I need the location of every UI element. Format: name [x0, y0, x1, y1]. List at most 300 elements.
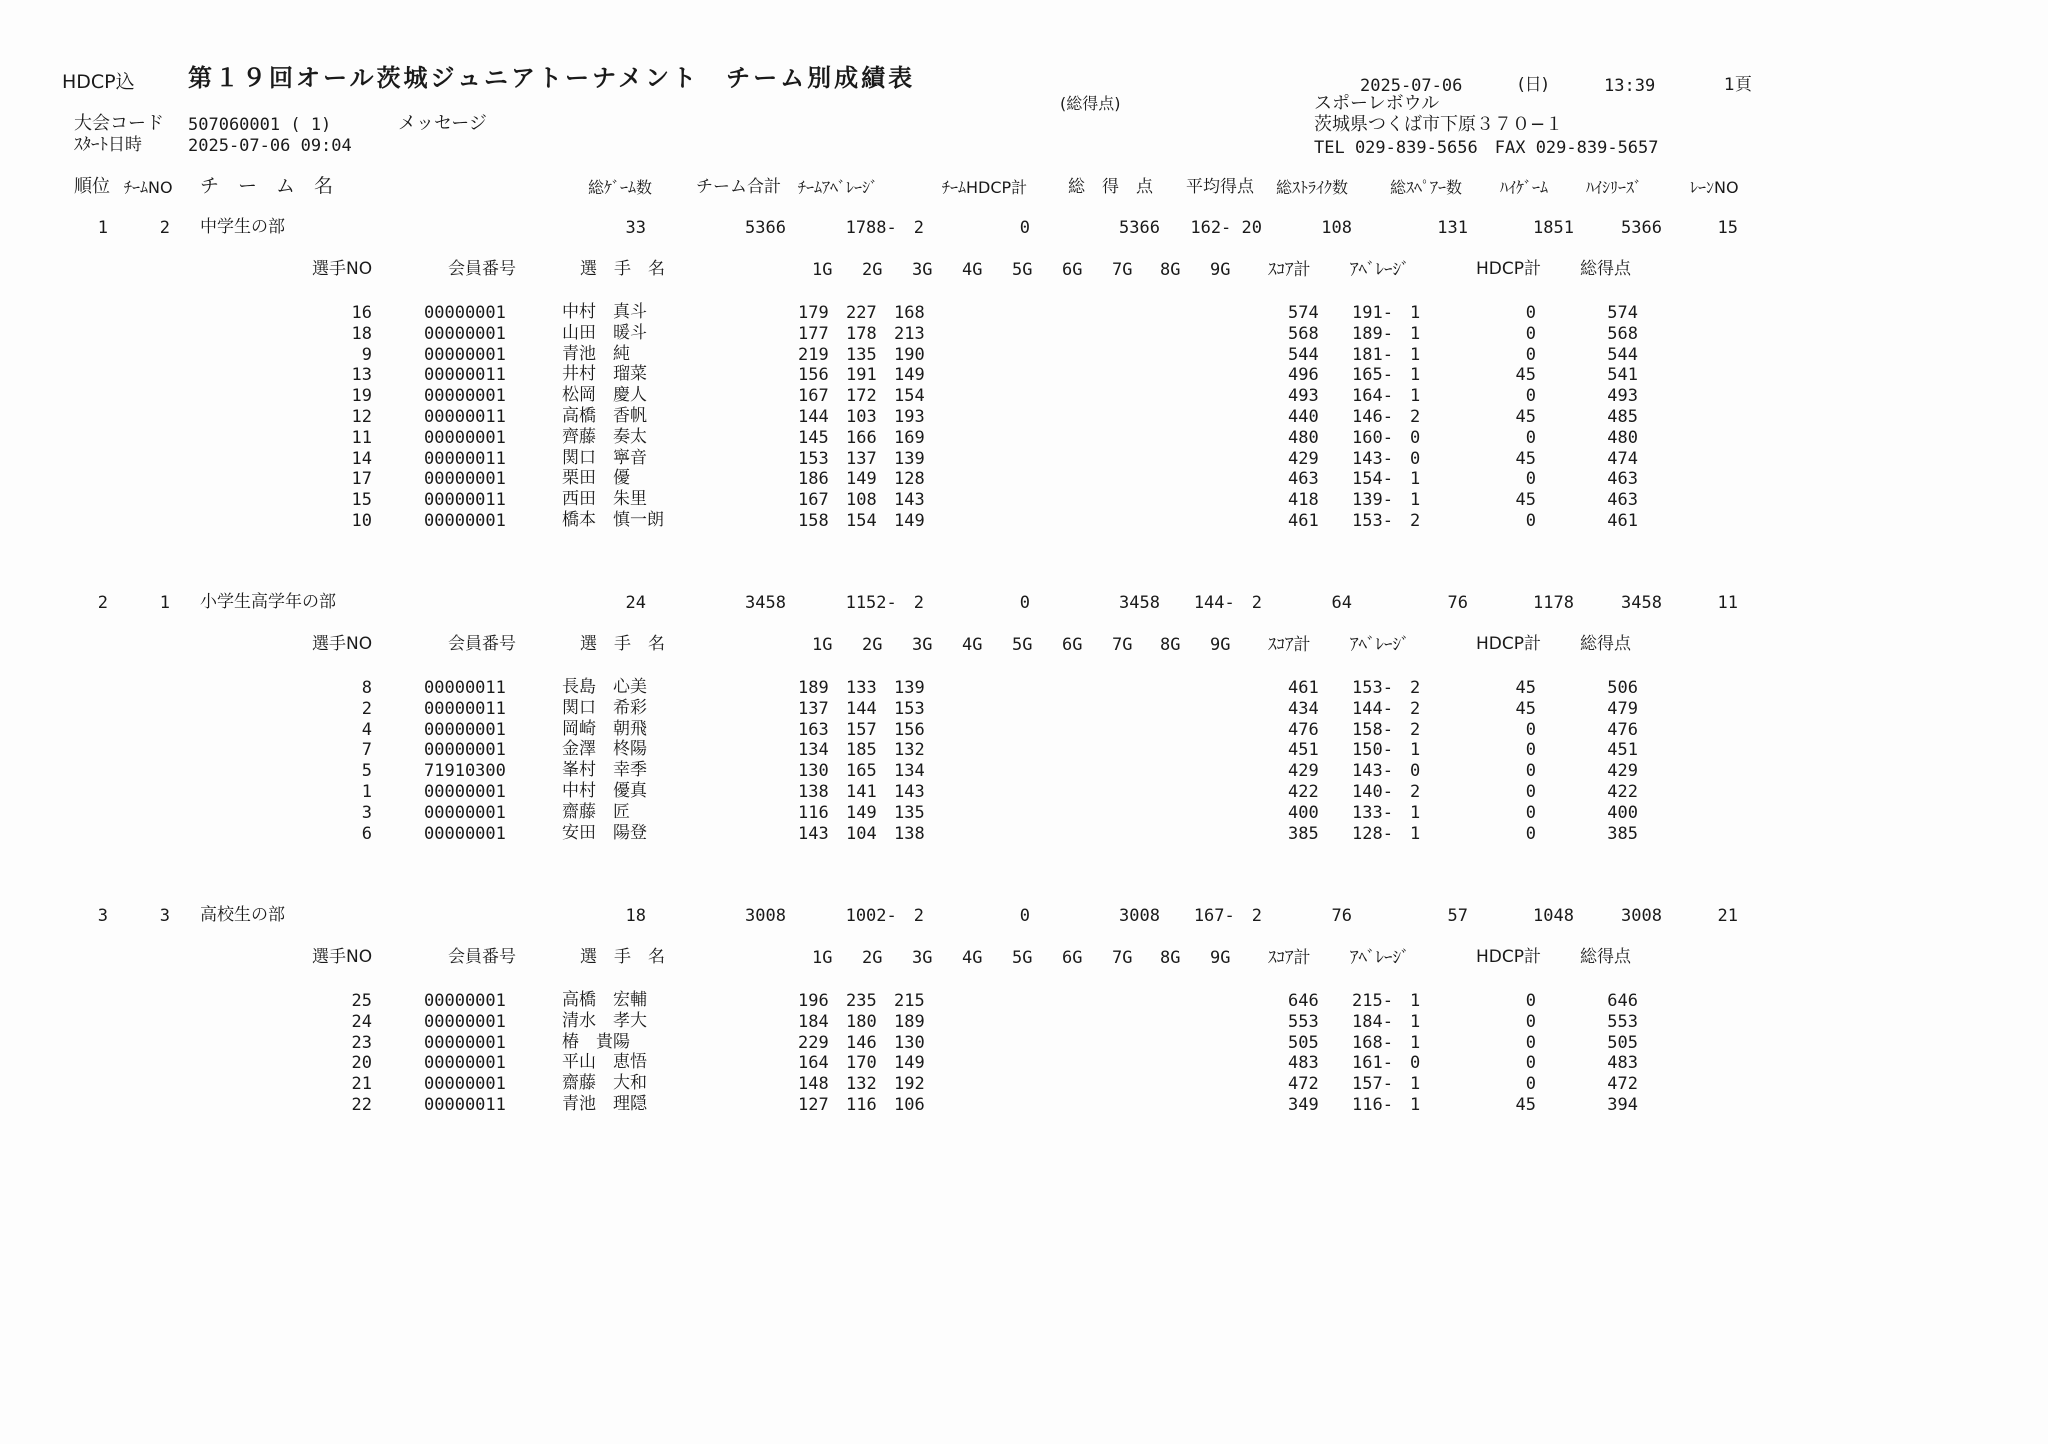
- player-score-total: 480: [1288, 427, 1319, 448]
- player-name: 関口 希彩: [562, 697, 647, 718]
- game-3-score: 130: [894, 1032, 925, 1053]
- player-total-points: 483: [1607, 1053, 1638, 1074]
- game-1-score: 196: [798, 991, 829, 1011]
- player-average: 189- 1: [1352, 323, 1421, 344]
- team-average-points: 162- 20: [1190, 218, 1262, 238]
- player-hdcp: 45: [1515, 490, 1536, 511]
- player-score-total: 544: [1288, 344, 1319, 365]
- team-high-game: 1178: [1533, 593, 1574, 613]
- member-no: 00000001: [424, 802, 506, 823]
- player-no: 20: [351, 1053, 372, 1074]
- player-no: 19: [351, 386, 372, 407]
- game-1-score: 138: [798, 782, 829, 802]
- player-no: 12: [351, 407, 372, 427]
- game-2-score: 180: [846, 1011, 877, 1032]
- game-3-score: 192: [894, 1074, 925, 1095]
- player-name: 金澤 柊陽: [562, 739, 647, 760]
- team-rank: 2: [97, 593, 108, 613]
- player-score-total: 574: [1288, 303, 1319, 323]
- player-name: 平山 恵悟: [562, 1052, 647, 1073]
- game-1-score: 156: [798, 365, 829, 386]
- member-no: 00000001: [424, 782, 506, 802]
- player-hdcp: 0: [1525, 991, 1536, 1011]
- col-member-no: 会員番号: [448, 947, 516, 967]
- message-label: メッセージ: [398, 113, 487, 134]
- team-high-series: 5366: [1621, 218, 1662, 238]
- player-name: 齋藤 匠: [562, 801, 630, 822]
- game-1-score: 184: [798, 1011, 829, 1032]
- player-average: 168- 1: [1352, 1032, 1421, 1053]
- team-games: 24: [625, 593, 646, 613]
- col-team-name: チ ー ム 名: [200, 175, 334, 197]
- game-1-score: 145: [798, 427, 829, 448]
- member-no: 71910300: [424, 761, 506, 782]
- player-hdcp: 0: [1525, 823, 1536, 844]
- game-3-score: 149: [894, 365, 925, 386]
- col-game-9: 9G: [1210, 635, 1231, 655]
- col-game-3: 3G: [912, 260, 933, 280]
- player-average: 150- 1: [1352, 740, 1421, 761]
- game-2-score: 235: [846, 991, 877, 1011]
- player-score-total: 429: [1288, 761, 1319, 782]
- player-total-points: 480: [1607, 427, 1638, 448]
- player-hdcp: 45: [1515, 407, 1536, 427]
- team-high-game: 1851: [1533, 218, 1574, 238]
- game-3-score: 132: [894, 740, 925, 761]
- col-game-5: 5G: [1012, 260, 1033, 280]
- team-no: 1: [159, 593, 170, 613]
- player-name: 中村 真斗: [562, 302, 647, 322]
- player-total-points: 505: [1607, 1032, 1638, 1053]
- team-high-series: 3458: [1621, 593, 1662, 613]
- col-game-6: 6G: [1062, 635, 1083, 655]
- player-hdcp: 45: [1515, 1095, 1536, 1115]
- player-hdcp: 0: [1525, 511, 1536, 531]
- game-2-score: 116: [846, 1095, 877, 1115]
- game-3-score: 106: [894, 1095, 925, 1115]
- player-hdcp: 0: [1525, 427, 1536, 448]
- col-team-hdcp: ﾁｰﾑHDCP計: [942, 178, 1028, 197]
- game-2-score: 191: [846, 365, 877, 386]
- player-average: 184- 1: [1352, 1011, 1421, 1032]
- player-score-total: 493: [1288, 386, 1319, 407]
- player-average: 144- 2: [1352, 698, 1421, 719]
- game-2-score: 166: [846, 427, 877, 448]
- team-high-game: 1048: [1533, 906, 1574, 926]
- col-spares: 総ｽﾍﾟｱｰ数: [1390, 178, 1463, 197]
- player-total-points: 568: [1607, 323, 1638, 344]
- player-average: 143- 0: [1352, 761, 1421, 782]
- game-1-score: 137: [798, 698, 829, 719]
- player-hdcp: 0: [1525, 323, 1536, 344]
- player-name: 岡崎 朝飛: [562, 718, 647, 739]
- player-no: 22: [351, 1095, 372, 1115]
- col-game-6: 6G: [1062, 948, 1083, 968]
- member-no: 00000001: [424, 740, 506, 761]
- col-game-1: 1G: [812, 948, 833, 968]
- center-address: 茨城県つくば市下原３７０−１: [1314, 114, 1564, 135]
- player-no: 21: [351, 1074, 372, 1095]
- game-1-score: 143: [798, 823, 829, 844]
- game-1-score: 144: [798, 407, 829, 427]
- player-name: 高橋 香帆: [562, 406, 647, 426]
- player-total-points: 394: [1607, 1095, 1638, 1115]
- col-game-4: 4G: [962, 635, 983, 655]
- col-game-8: 8G: [1160, 635, 1181, 655]
- player-name: 井村 瑠菜: [562, 364, 647, 385]
- player-no: 5: [361, 761, 372, 782]
- player-name: 安田 陽登: [562, 822, 647, 843]
- game-3-score: 139: [894, 678, 925, 698]
- player-total-points: 646: [1607, 991, 1638, 1011]
- col-game-3: 3G: [912, 948, 933, 968]
- team-name: 中学生の部: [200, 217, 285, 237]
- col-member-no: 会員番号: [448, 634, 516, 654]
- team-total-points: 3008: [1119, 906, 1160, 926]
- col-game-8: 8G: [1160, 948, 1181, 968]
- player-hdcp: 0: [1525, 303, 1536, 323]
- game-2-score: 170: [846, 1053, 877, 1074]
- player-score-total: 461: [1288, 678, 1319, 698]
- player-total-points: 479: [1607, 698, 1638, 719]
- game-3-score: 143: [894, 782, 925, 802]
- player-total-points: 451: [1607, 740, 1638, 761]
- game-3-score: 154: [894, 386, 925, 407]
- player-average: 191- 1: [1352, 303, 1421, 323]
- player-score-total: 461: [1288, 511, 1319, 531]
- player-name: 山田 暖斗: [562, 322, 647, 343]
- player-average: 139- 1: [1352, 490, 1421, 511]
- player-no: 13: [351, 365, 372, 386]
- team-high-series: 3008: [1621, 906, 1662, 926]
- player-score-total: 400: [1288, 802, 1319, 823]
- player-average: 143- 0: [1352, 448, 1421, 469]
- player-total-points: 506: [1607, 678, 1638, 698]
- col-game-2: 2G: [862, 635, 883, 655]
- col-game-4: 4G: [962, 948, 983, 968]
- col-game-7: 7G: [1112, 260, 1133, 280]
- col-game-5: 5G: [1012, 948, 1033, 968]
- player-no: 2: [361, 698, 372, 719]
- player-hdcp: 0: [1525, 782, 1536, 802]
- player-hdcp: 0: [1525, 386, 1536, 407]
- col-player-average: ｱﾍﾞﾚｰｼﾞ: [1350, 260, 1410, 280]
- col-game-8: 8G: [1160, 260, 1181, 280]
- col-avg-points: 平均得点: [1186, 177, 1254, 197]
- player-hdcp: 0: [1525, 344, 1536, 365]
- col-game-9: 9G: [1210, 260, 1231, 280]
- team-strikes: 64: [1331, 593, 1352, 613]
- player-average: 116- 1: [1352, 1095, 1421, 1115]
- player-total-points: 422: [1607, 782, 1638, 802]
- team-spares: 76: [1447, 593, 1468, 613]
- game-3-score: 189: [894, 1011, 925, 1032]
- game-2-score: 157: [846, 719, 877, 740]
- player-average: 181- 1: [1352, 344, 1421, 365]
- member-no: 00000001: [424, 823, 506, 844]
- team-no: 2: [159, 218, 170, 238]
- game-2-score: 144: [846, 698, 877, 719]
- member-no: 00000001: [424, 1011, 506, 1032]
- col-player-no: 選手NO: [312, 947, 373, 967]
- player-score-total: 476: [1288, 719, 1319, 740]
- col-hdcp-total: HDCP計: [1476, 947, 1541, 967]
- player-no: 3: [361, 802, 372, 823]
- player-name: 青池 理隠: [562, 1094, 647, 1114]
- col-team-total: チーム合計: [696, 177, 781, 197]
- player-no: 23: [351, 1032, 372, 1053]
- player-average: 160- 0: [1352, 427, 1421, 448]
- player-hdcp: 45: [1515, 365, 1536, 386]
- player-score-total: 429: [1288, 448, 1319, 469]
- col-game-2: 2G: [862, 260, 883, 280]
- game-3-score: 135: [894, 802, 925, 823]
- game-1-score: 134: [798, 740, 829, 761]
- game-2-score: 141: [846, 782, 877, 802]
- team-games: 33: [625, 218, 646, 238]
- player-average: 165- 1: [1352, 365, 1421, 386]
- col-game-1: 1G: [812, 635, 833, 655]
- col-high-series: ﾊｲｼﾘｰｽﾞ: [1586, 178, 1643, 197]
- player-hdcp: 0: [1525, 1011, 1536, 1032]
- player-no: 14: [351, 448, 372, 469]
- col-games: 総ｹﾞｰﾑ数: [588, 178, 653, 197]
- player-score-total: 418: [1288, 490, 1319, 511]
- game-3-score: 153: [894, 698, 925, 719]
- col-game-7: 7G: [1112, 948, 1133, 968]
- player-name: 高橋 宏輔: [562, 990, 647, 1010]
- game-1-score: 153: [798, 448, 829, 469]
- player-hdcp: 45: [1515, 678, 1536, 698]
- print-date: 2025-07-06: [1360, 76, 1463, 96]
- player-average: 164- 1: [1352, 386, 1421, 407]
- col-game-2: 2G: [862, 948, 883, 968]
- col-player-no: 選手NO: [312, 634, 373, 654]
- team-average-points: 167- 2: [1193, 906, 1262, 926]
- game-1-score: 167: [798, 386, 829, 407]
- member-no: 00000001: [424, 469, 506, 490]
- player-no: 10: [351, 511, 372, 531]
- player-total-points: 553: [1607, 1011, 1638, 1032]
- team-total-points: 5366: [1119, 218, 1160, 238]
- player-no: 25: [351, 991, 372, 1011]
- player-no: 7: [361, 740, 372, 761]
- player-no: 1: [361, 782, 372, 802]
- player-average: 153- 2: [1352, 511, 1421, 531]
- game-3-score: 213: [894, 323, 925, 344]
- player-score-total: 483: [1288, 1053, 1319, 1074]
- player-hdcp: 0: [1525, 802, 1536, 823]
- player-no: 17: [351, 469, 372, 490]
- player-score-total: 496: [1288, 365, 1319, 386]
- member-no: 00000001: [424, 427, 506, 448]
- player-name: 松岡 慶人: [562, 385, 647, 406]
- player-average: 161- 0: [1352, 1053, 1421, 1074]
- player-name: 中村 優真: [562, 781, 647, 801]
- col-player-name: 選 手 名: [580, 634, 665, 654]
- player-score-total: 385: [1288, 823, 1319, 844]
- game-2-score: 185: [846, 740, 877, 761]
- player-no: 16: [351, 303, 372, 323]
- player-name: 峯村 幸季: [562, 760, 647, 781]
- print-time: 13:39: [1604, 76, 1656, 96]
- player-total-points: 385: [1607, 823, 1638, 844]
- game-1-score: 189: [798, 678, 829, 698]
- member-no: 00000001: [424, 1032, 506, 1053]
- player-score-total: 422: [1288, 782, 1319, 802]
- game-2-score: 132: [846, 1074, 877, 1095]
- team-hdcp: 0: [1019, 906, 1030, 926]
- game-1-score: 116: [798, 802, 829, 823]
- col-player-name: 選 手 名: [580, 259, 665, 279]
- col-game-4: 4G: [962, 260, 983, 280]
- player-no: 8: [361, 678, 372, 698]
- team-games: 18: [625, 906, 646, 926]
- game-2-score: 149: [846, 469, 877, 490]
- player-total-points: 429: [1607, 761, 1638, 782]
- player-average: 154- 1: [1352, 469, 1421, 490]
- player-total-points: 463: [1607, 490, 1638, 511]
- col-game-9: 9G: [1210, 948, 1231, 968]
- game-2-score: 146: [846, 1032, 877, 1053]
- team-average-points: 144- 2: [1193, 593, 1262, 613]
- player-no: 24: [351, 1011, 372, 1032]
- team-spares: 57: [1447, 906, 1468, 926]
- team-average: 1002- 2: [845, 906, 924, 926]
- game-1-score: 229: [798, 1032, 829, 1053]
- report-subtitle: (総得点): [1060, 94, 1121, 113]
- player-total-points: 493: [1607, 386, 1638, 407]
- team-strikes: 108: [1321, 218, 1352, 238]
- col-score-total: ｽｺｱ計: [1268, 260, 1311, 280]
- player-name: 関口 寧音: [562, 447, 647, 468]
- game-2-score: 165: [846, 761, 877, 782]
- col-score-total: ｽｺｱ計: [1268, 948, 1311, 968]
- member-no: 00000001: [424, 991, 506, 1011]
- player-no: 6: [361, 823, 372, 844]
- team-hdcp: 0: [1019, 218, 1030, 238]
- team-lane: 21: [1717, 906, 1738, 926]
- member-no: 00000011: [424, 448, 506, 469]
- game-1-score: 167: [798, 490, 829, 511]
- game-3-score: 128: [894, 469, 925, 490]
- center-tel-fax: TEL 029-839-5656 FAX 029-839-5657: [1314, 138, 1659, 158]
- player-average: 128- 1: [1352, 823, 1421, 844]
- col-player-name: 選 手 名: [580, 947, 665, 967]
- col-game-1: 1G: [812, 260, 833, 280]
- player-hdcp: 0: [1525, 761, 1536, 782]
- team-rank: 1: [97, 218, 108, 238]
- team-name: 小学生高学年の部: [200, 592, 336, 612]
- meet-code: 507060001 ( 1): [188, 115, 332, 135]
- member-no: 00000001: [424, 303, 506, 323]
- player-score-total: 463: [1288, 469, 1319, 490]
- game-1-score: 164: [798, 1053, 829, 1074]
- player-average: 146- 2: [1352, 407, 1421, 427]
- player-name: 長島 心美: [562, 677, 647, 697]
- col-team-no: ﾁｰﾑNO: [124, 178, 173, 197]
- member-no: 00000001: [424, 1053, 506, 1074]
- col-game-5: 5G: [1012, 635, 1033, 655]
- game-3-score: 138: [894, 823, 925, 844]
- player-score-total: 568: [1288, 323, 1319, 344]
- start-datetime: 2025-07-06 09:04: [188, 136, 352, 156]
- col-game-7: 7G: [1112, 635, 1133, 655]
- team-total: 5366: [745, 218, 786, 238]
- start-label: ｽﾀｰﾄ日時: [74, 135, 142, 155]
- member-no: 00000001: [424, 344, 506, 365]
- member-no: 00000011: [424, 698, 506, 719]
- member-no: 00000011: [424, 1095, 506, 1115]
- member-no: 00000011: [424, 490, 506, 511]
- player-average: 140- 2: [1352, 782, 1421, 802]
- meet-code-label: 大会コード: [74, 113, 164, 134]
- col-hdcp-total: HDCP計: [1476, 634, 1541, 654]
- game-1-score: 186: [798, 469, 829, 490]
- player-no: 4: [361, 719, 372, 740]
- player-total-points: 461: [1607, 511, 1638, 531]
- player-average: 157- 1: [1352, 1074, 1421, 1095]
- game-3-score: 143: [894, 490, 925, 511]
- page-number: 1頁: [1724, 75, 1752, 95]
- player-total-points: 400: [1607, 802, 1638, 823]
- team-lane: 11: [1717, 593, 1738, 613]
- member-no: 00000001: [424, 511, 506, 531]
- player-name: 清水 孝大: [562, 1010, 647, 1031]
- game-3-score: 156: [894, 719, 925, 740]
- game-2-score: 172: [846, 386, 877, 407]
- game-3-score: 169: [894, 427, 925, 448]
- team-name: 高校生の部: [200, 905, 285, 925]
- team-strikes: 76: [1331, 906, 1352, 926]
- player-total-points: 463: [1607, 469, 1638, 490]
- game-2-score: 154: [846, 511, 877, 531]
- col-player-no: 選手NO: [312, 259, 373, 279]
- col-player-total-points: 総得点: [1580, 947, 1631, 967]
- team-lane: 15: [1717, 218, 1738, 238]
- player-average: 215- 1: [1352, 991, 1421, 1011]
- team-average: 1152- 2: [845, 593, 924, 613]
- team-average: 1788- 2: [845, 218, 924, 238]
- member-no: 00000011: [424, 678, 506, 698]
- player-score-total: 505: [1288, 1032, 1319, 1053]
- player-hdcp: 0: [1525, 1053, 1536, 1074]
- player-name: 椿 貴陽: [562, 1031, 630, 1052]
- game-1-score: 163: [798, 719, 829, 740]
- center-name: スポーレボウル: [1314, 93, 1440, 114]
- game-2-score: 133: [846, 678, 877, 698]
- team-total: 3008: [745, 906, 786, 926]
- col-team-avg: ﾁｰﾑｱﾍﾞﾚｰｼﾞ: [798, 178, 879, 197]
- game-3-score: 215: [894, 991, 925, 1011]
- team-spares: 131: [1437, 218, 1468, 238]
- player-hdcp: 0: [1525, 719, 1536, 740]
- team-total: 3458: [745, 593, 786, 613]
- game-3-score: 149: [894, 511, 925, 531]
- player-hdcp: 0: [1525, 1032, 1536, 1053]
- col-player-total-points: 総得点: [1580, 259, 1631, 279]
- player-total-points: 541: [1607, 365, 1638, 386]
- player-no: 15: [351, 490, 372, 511]
- col-total-points: 総 得 点: [1068, 177, 1153, 197]
- print-weekday: (日): [1518, 75, 1549, 95]
- player-total-points: 485: [1607, 407, 1638, 427]
- team-total-points: 3458: [1119, 593, 1160, 613]
- game-2-score: 103: [846, 407, 877, 427]
- player-total-points: 472: [1607, 1074, 1638, 1095]
- game-3-score: 168: [894, 303, 925, 323]
- member-no: 00000001: [424, 719, 506, 740]
